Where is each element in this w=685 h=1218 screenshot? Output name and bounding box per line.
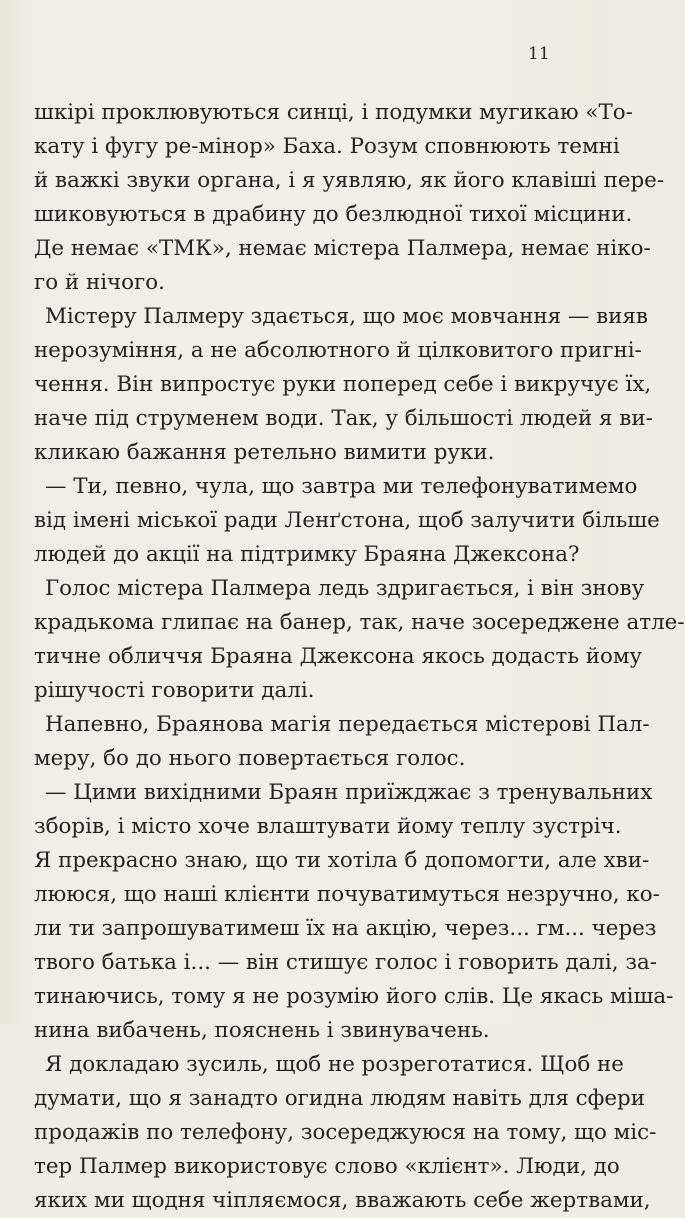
text-line: — Цими вихідними Браян приїжджає з тренувальних xyxy=(45,780,653,805)
text-line: думати, що я занадто огидна людям навіть для сфери xyxy=(34,1086,646,1111)
text-line: тер Палмер використовує слово «клієнт». Люди, до xyxy=(34,1154,620,1179)
text-line: Голос містера Палмера ледь здригається, і він знову xyxy=(45,576,645,601)
text-line: чення. Він випростує руки поперед себе і викручує їх, xyxy=(34,372,652,397)
text-line: продажів по телефону, зосереджуюся на тому, що міс- xyxy=(34,1120,657,1145)
text-line: зборів, і місто хоче влаштувати йому теплу зустріч. xyxy=(34,814,622,839)
text-line: Я докладаю зусиль, щоб не розреготатися. Щоб не xyxy=(45,1052,624,1077)
text-line: шкірі проклювуються синці, і подумки мугикаю «То- xyxy=(34,100,633,125)
text-line: тинаючись, тому я не розумію його слів. Це якась міша- xyxy=(34,984,674,1009)
text-line: від імені міської ради Ленґстона, щоб залучити більше xyxy=(34,508,660,533)
text-line: лююся, що наші клієнти почуватимуться незручно, ко- xyxy=(34,882,660,907)
text-line: Напевно, Браянова магія передається містерові Пал- xyxy=(45,712,650,737)
text-line: крадькома глипає на банер, так, наче зосереджене атле- xyxy=(34,610,685,635)
page-number: 11 xyxy=(528,44,550,64)
body-text xyxy=(34,96,685,1218)
text-line: тичне обличчя Браяна Джексона якось додасть йому xyxy=(34,644,643,669)
text-line: й важкі звуки органа, і я уявляю, як його клавіші пере- xyxy=(34,168,665,193)
text-line: Де немає «ТМК», немає містера Палмера, немає ніко- xyxy=(34,236,651,261)
text-line: нерозуміння, а не абсолютного й цілковитого пригні- xyxy=(34,338,642,363)
text-line: наче під струменем води. Так, у більшості людей я ви- xyxy=(34,406,653,431)
text-line: ли ти запрошуватимеш їх на акцію, через... гм... через xyxy=(34,916,657,941)
text-line: Я прекрасно знаю, що ти хотіла б допомогти, але хви- xyxy=(34,848,650,873)
text-line: го й нічого. xyxy=(34,270,165,295)
text-line: яких ми щодня чіпляємося, вважають себе жертвами, xyxy=(34,1188,651,1213)
text-line: Містеру Палмеру здається, що моє мовчання — вияв xyxy=(45,304,648,329)
text-line: кату і фугу ре-мінор» Баха. Розум сповнюють темні xyxy=(34,134,620,159)
text-line: шиковуються в драбину до безлюдної тихої місцини. xyxy=(34,202,633,227)
text-line: — Ти, певно, чула, що завтра ми телефонуватимемо xyxy=(45,474,638,499)
text-line: рішучості говорити далі. xyxy=(34,678,315,703)
text-line: меру, бо до нього повертається голос. xyxy=(34,746,466,771)
text-line: твого батька і... — він стишує голос і говорить далі, за- xyxy=(34,950,657,975)
text-line: нина вибачень, пояснень і звинувачень. xyxy=(34,1018,490,1043)
text-line: людей до акції на підтримку Браяна Джексона? xyxy=(34,542,580,567)
text-line: кликаю бажання ретельно вимити руки. xyxy=(34,440,495,465)
